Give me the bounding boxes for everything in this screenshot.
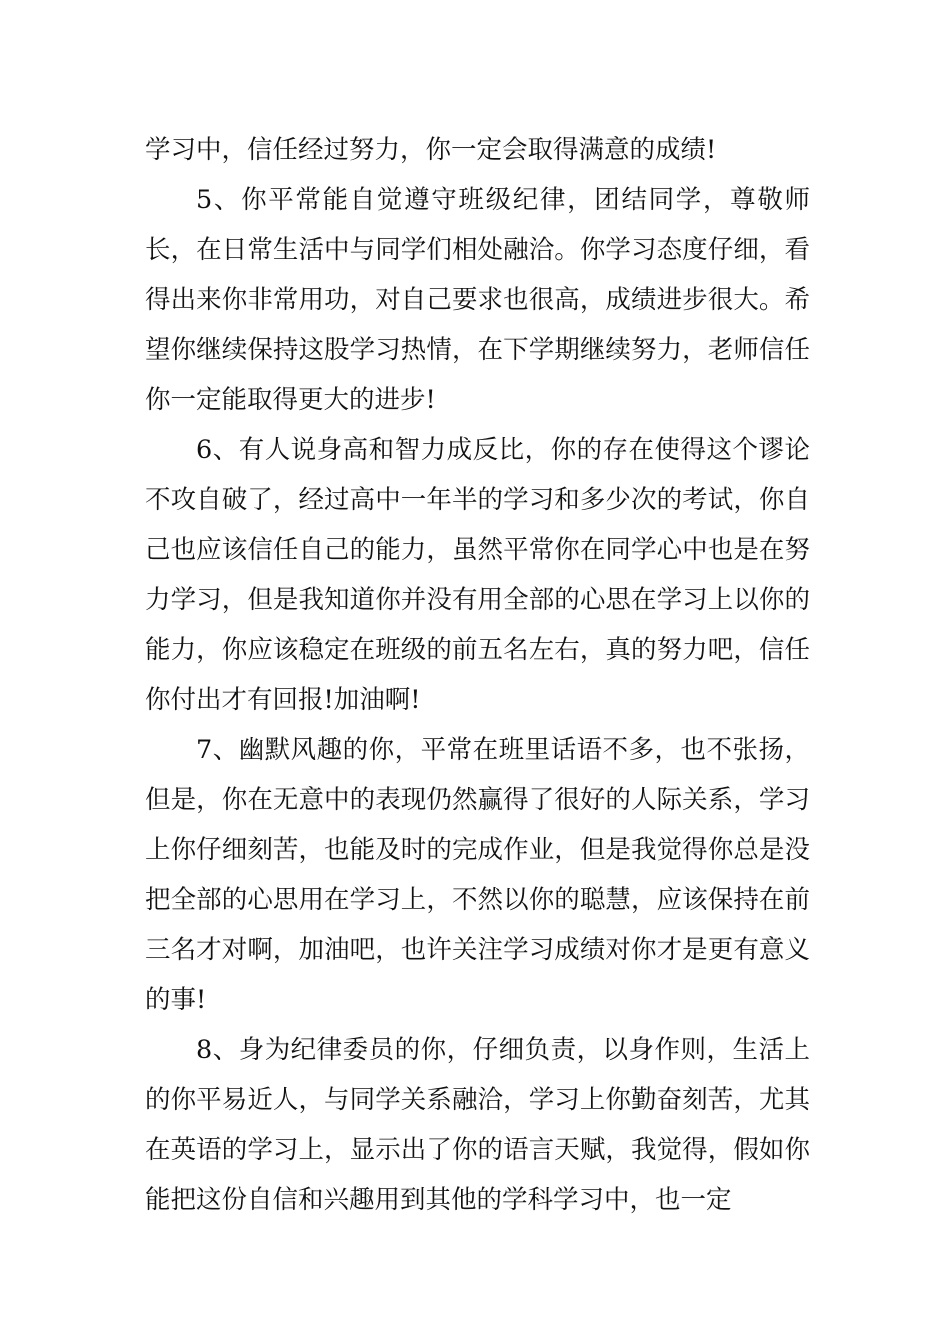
paragraph-4-continuation: 学习中，信任经过努力，你一定会取得满意的成绩!	[145, 135, 717, 165]
paragraph-8: 8、身为纪律委员的你，仔细负责，以身作则，生活上的你平易近人，与同学关系融洽，学习上你勤奋刻苦，尤其在英语的学习上，显示出了你的语言天赋，我觉得，假如你能把这份自信和兴趣用到其他的学科学习中，也一定	[145, 1035, 810, 1215]
document-body	[145, 125, 810, 1225]
paragraph-5: 5、你平常能自觉遵守班级纪律，团结同学，尊敬师长，在日常生活中与同学们相处融洽。你学习态度仔细，看得出来你非常用功，对自己要求也很高，成绩进步很大。希望你继续保持这股学习热情，在下学期继续努力，老师信任你一定能取得更大的进步!	[145, 185, 810, 415]
paragraph-6: 6、有人说身高和智力成反比，你的存在使得这个谬论不攻自破了，经过高中一年半的学习和多少次的考试，你自己也应该信任自己的能力，虽然平常你在同学心中也是在努力学习，但是我知道你并没有用全部的心思在学习上以你的能力，你应该稳定在班级的前五名左右，真的努力吧，信任你付出才有回报!加油啊!	[145, 435, 810, 715]
paragraph-7: 7、幽默风趣的你，平常在班里话语不多，也不张扬，但是，你在无意中的表现仍然赢得了很好的人际关系，学习上你仔细刻苦，也能及时的完成作业，但是我觉得你总是没把全部的心思用在学习上，不然以你的聪慧，应该保持在前三名才对啊，加油吧，也许关注学习成绩对你才是更有意义的事!	[145, 735, 810, 1015]
